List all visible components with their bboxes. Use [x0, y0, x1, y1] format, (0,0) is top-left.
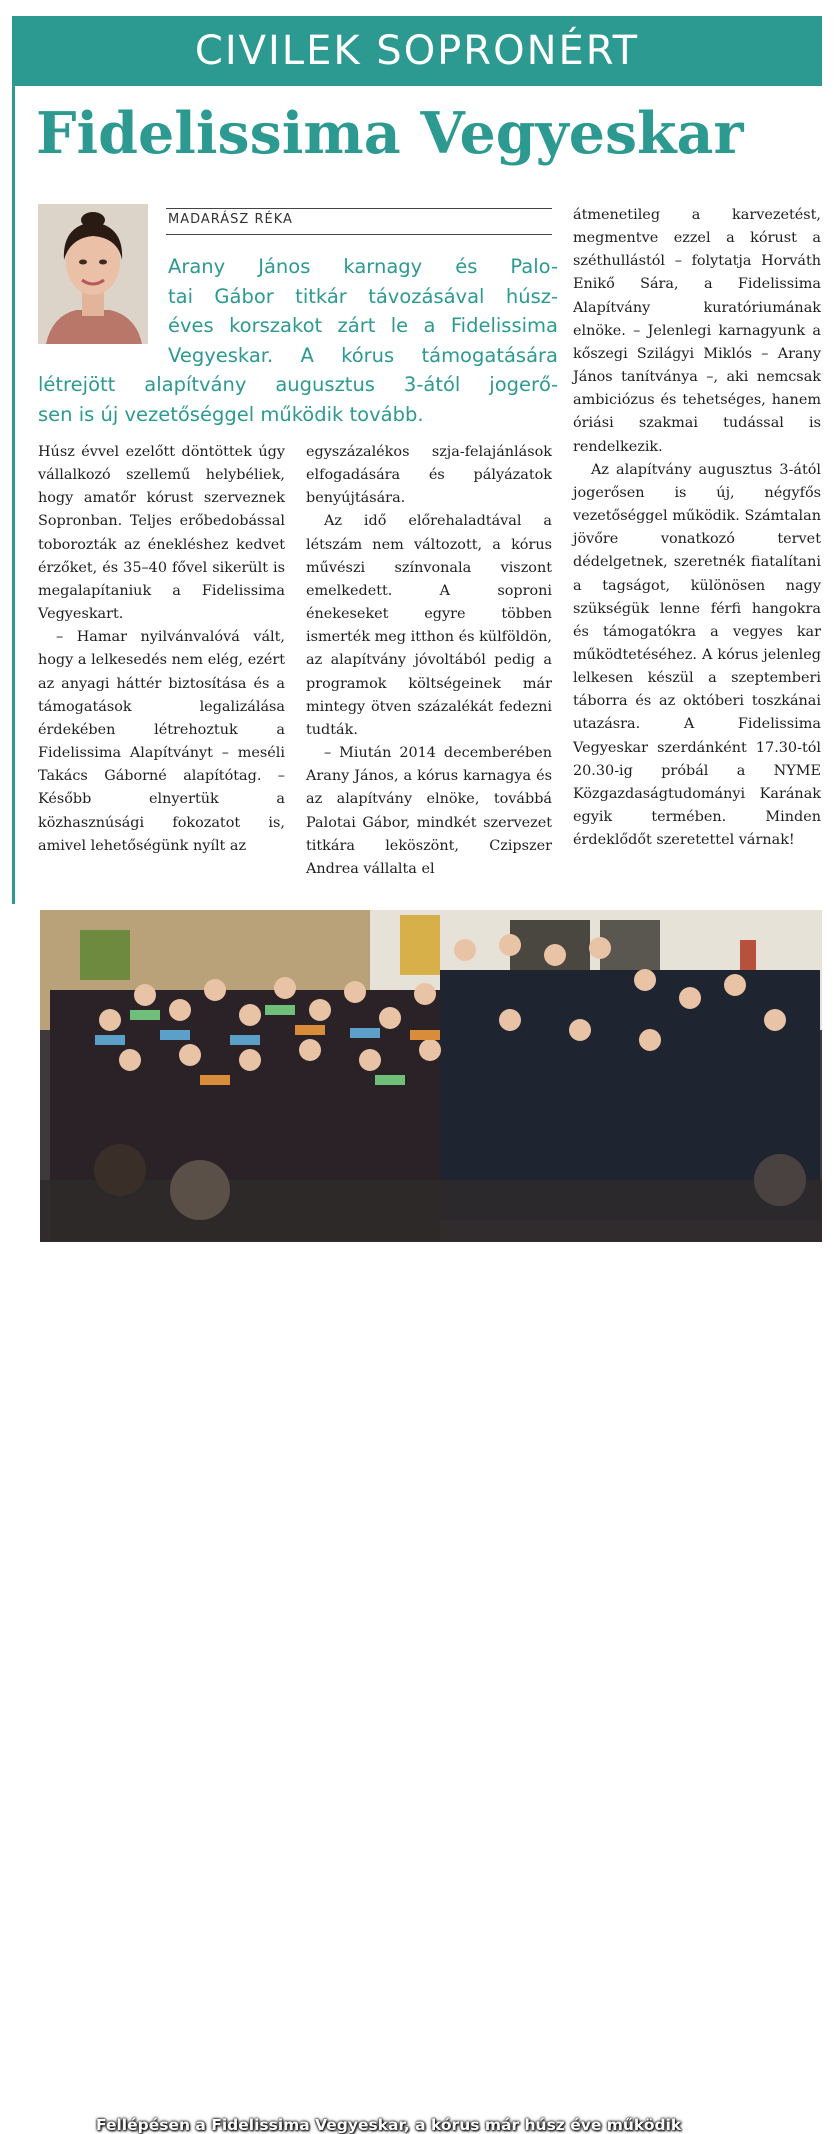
body-paragraph: Az idő előrehaladtával a létszám nem változott, a kórus művészi színvonala viszont emelkedett. A soproni énekeseket egyre többen ismerték meg itthon és külföldön, az alapítvány jóvoltából pedig a programok költségeinek már mintegy ötven százalékát fedezni tudták. — [306, 513, 552, 738]
body-column-2 — [306, 441, 552, 881]
article-headline: Fidelissima Vegyeskar — [36, 100, 744, 167]
lead-line: tai Gábor titkár távozásával húsz- — [168, 284, 558, 308]
body-paragraph: egyszázalékos szja-felajánlások elfogadására és pályázatok benyújtására. — [306, 444, 552, 507]
author-byline: MADARÁSZ RÉKA — [168, 212, 293, 227]
photo-caption: Fellépésen a Fidelissima Vegyeskar, a kórus már húsz éve működik — [96, 2116, 682, 2134]
lead-line: Arany János karnagy és Palo- — [168, 255, 558, 278]
lead-line: sen is új vezetőséggel működik tovább. — [38, 402, 424, 426]
lead-line: éves korszakot zárt le a Fidelissima — [168, 314, 558, 337]
body-column-3 — [573, 204, 821, 852]
left-accent-rule — [12, 86, 15, 904]
lead-line: Vegyeskar. A kórus támogatására — [168, 343, 558, 367]
lead-line: létrejött alapítvány augusztus 3-ától jogerő- — [38, 373, 558, 396]
byline-rule-bottom — [166, 234, 552, 235]
body-paragraph: Húsz évvel ezelőtt döntöttek úgy vállalkozó szellemű helybéliek, hogy amatőr kórust szerveznek Sopronban. Teljes erőbedobással toborozták az énekléshez kedvet érzőket, és 35–40 fővel sikerült is megalapítaniuk a Fidelissima Vegyeskart. — [38, 444, 285, 623]
byline-rule-top — [166, 208, 552, 209]
choir-photo — [40, 910, 822, 2134]
body-paragraph: – Miután 2014 decemberében Arany János, a kórus karnagya és az alapítvány elnöke, továbbá Palotai Gábor, mindkét szervezet titkára leköszönt, Czipszer Andrea vállalta el — [306, 745, 552, 877]
section-banner — [12, 16, 822, 86]
body-paragraph: Az alapítvány augusztus 3-ától jogerősen is új, négyfős vezetőséggel működik. Számtalan jövőre vonatkozó tervet dédelgetnek, szeretnék fiatalítani a tagságot, különösen nagy szükségük lenne férfi hangokra és támogatókra a vegyes kar működtetéséhez. A kórus jelenleg lelkesen készül a szeptemberi táborra és az októberi toszkánai utazásra. A Fidelissima Vegyeskar szerdánként 17.30-tól 20.30-ig próbál a NYME Közgazdaságtudományi Karának egyik termében. Minden érdeklődőt szeretettel várnak! — [573, 461, 821, 849]
body-paragraph: – Hamar nyilvánvalóvá vált, hogy a lelkesedés nem elég, ezért az anyagi háttér biztosítása és a támogatások legalizálása érdekében létrehoztuk a Fidelissima Alapítványt – meséli Takács Gáborné alapítótag. – Később elnyertük a közhasznúsági fokozatot is, amivel lehetőségünk nyílt az — [38, 629, 285, 854]
section-title: CIVILEK SOPRONÉRT — [194, 28, 640, 74]
article-lead — [38, 252, 558, 429]
body-column-1 — [38, 441, 285, 858]
body-paragraph: átmenetileg a karvezetést, megmentve ezzel a kórust a széthullástól – folytatja Horváth Enikő Sára, a Fidelissima Alapítvány kuratóriumának elnöke. – Jelenlegi karnagyunk a kőszegi Szilágyi Miklós – Arany János tanítványa –, aki nemcsak ambiciózus és tehetséges, hanem óriási szakmai tudással is rendelkezik. — [573, 207, 821, 455]
choir-photo-image — [40, 910, 822, 1242]
